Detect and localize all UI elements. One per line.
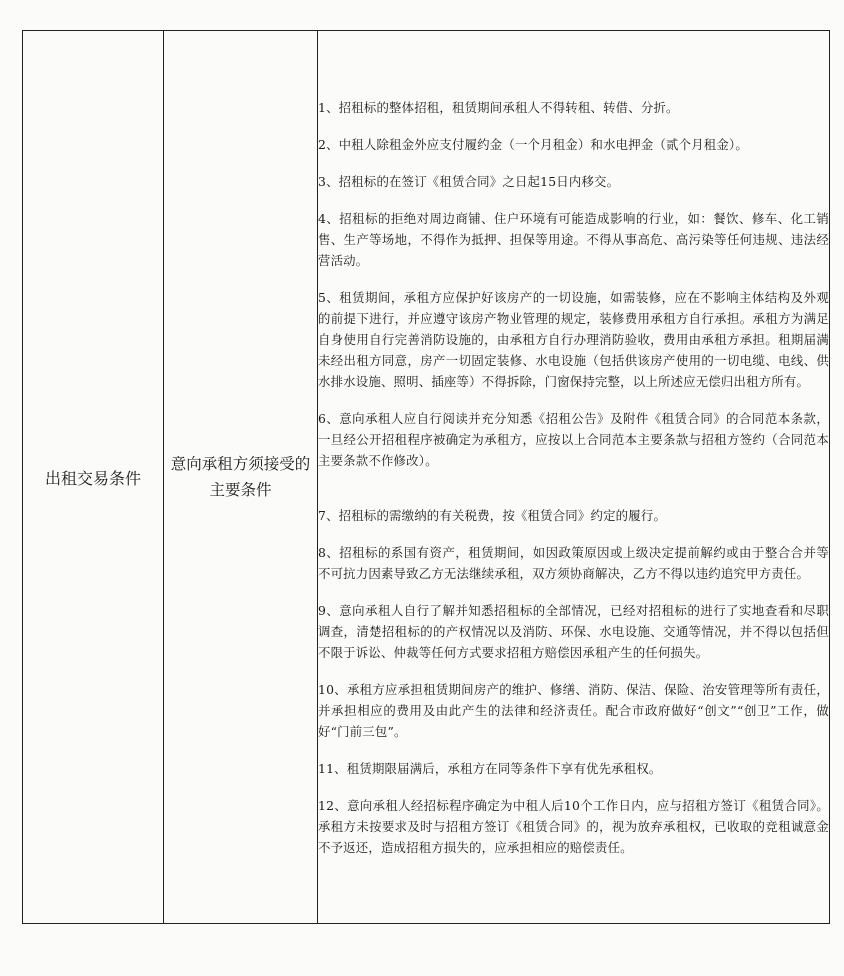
lease-terms-table [22, 30, 830, 924]
clause-8: 8、招租标的系国有资产，租赁期间，如因政策原因或上级决定提前解约或由于整合合并等不可抗力因素导致乙方无法继续承租，双方须协商解决，乙方不得以违约追究甲方责任。 [318, 544, 829, 581]
category-label: 出租交易条件 [44, 468, 141, 488]
clause-7: 7、招租标的需缴纳的有关税费，按《租赁合同》约定的履行。 [318, 507, 667, 523]
clause-11: 11、租赁期限届满后，承租方在同等条件下享有优先承租权。 [318, 760, 662, 776]
clause-5: 5、租赁期间，承租方应保护好该房产的一切设施，如需装修，应在不影响主体结构及外观的前提下进行，并应遵守该房产物业管理的规定，装修费用承租方自行承担。承租方为满足自身使用自行完善消防设施的，由承租方自行办理消防验收，费用由承租方承担。租期届满未经出租方同意，房产一切固定装修、水电设施（包括供该房产使用的一切电缆、电线、供水排水设施、照明、插座等）不得拆除，门窗保持完整，以上所述应无偿归出租方所有。 [318, 289, 829, 389]
clause-9: 9、意向承租人自行了解并知悉招租标的全部情况，已经对招租标的进行了实地查看和尽职调查，清楚招租标的的产权情况以及消防、环保、水电设施、交通等情况，并不得以包括但不限于诉讼、仲裁等任何方式要求招租方赔偿因承租产生的任何损失。 [318, 602, 829, 660]
clause-6: 6、意向承租人应自行阅读并充分知悉《招租公告》及附件《租赁合同》的合同范本条款，一旦经公开招租程序被确定为承租方，应按以上合同范本主要条款与招租方签约（合同范本主要条款不作修改）。 [318, 410, 829, 468]
clause-1: 1、招租标的整体招租，租赁期间承租人不得转租、转借、分折。 [318, 99, 679, 115]
table-row [23, 31, 830, 924]
subcategory-cell [164, 31, 318, 924]
clause-2: 2、中租人除租金外应支付履约金（一个月租金）和水电押金（贰个月租金）。 [318, 136, 748, 152]
clause-10: 10、承租方应承担租赁期间房产的维护、修缮、消防、保洁、保险、治安管理等所有责任，并承担相应的费用及由此产生的法律和经济责任。配合市政府做好“创文”“创卫”工作，做好“门前三包”。 [318, 681, 829, 739]
subcategory-label: 意向承租方须接受的主要条件 [170, 455, 311, 499]
clause-4: 4、招租标的拒绝对周边商铺、住户环境有可能造成影响的行业，如：餐饮、修车、化工销售、生产等场地，不得作为抵押、担保等用途。不得从事高危、高污染等任何违规、违法经营活动。 [318, 210, 829, 268]
conditions-cell [318, 31, 830, 924]
category-cell [23, 31, 164, 924]
clause-3: 3、招租标的在签订《租赁合同》之日起15日内移交。 [318, 173, 620, 189]
clause-12: 12、意向承租人经招标程序确定为中租人后10个工作日内，应与招租方签订《租赁合同》。承租方未按要求及时与招租方签订《租赁合同》的，视为放弃承租权，已收取的竞租诚意金不予返还，造成招租方损失的，应承担相应的赔偿责任。 [318, 797, 829, 855]
